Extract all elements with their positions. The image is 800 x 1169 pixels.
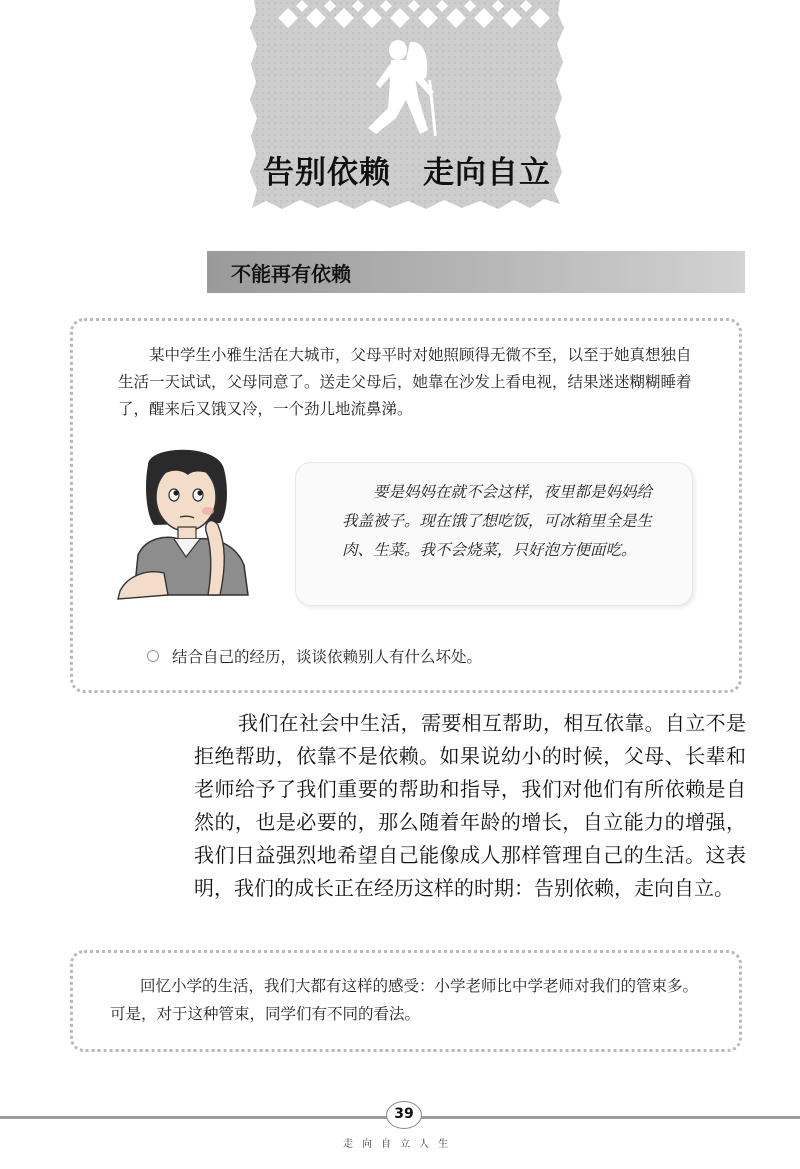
case-story-text: 某中学生小雅生活在大城市，父母平时对她照顾得无微不至，以至于她真想独自生活一天试试，父母同意了。送走父母后，她靠在沙发上看电视，结果迷迷糊糊睡着了，醒来后又饿又冷，一个劲儿地流鼻涕。 bbox=[118, 346, 692, 418]
title-banner bbox=[248, 0, 566, 212]
page-number: 39 bbox=[386, 1101, 422, 1129]
section-heading: 不能再有依赖 bbox=[231, 262, 351, 286]
section-header-bar bbox=[207, 251, 745, 293]
activity-text: 回忆小学的生活，我们大都有这样的感受：小学老师比中学老师对我们的管束多。可是，对于这种管束，同学们有不同的看法。 bbox=[110, 977, 699, 1023]
discussion-question: 结合自己的经历，谈谈依赖别人有什么坏处。 bbox=[172, 648, 483, 666]
page-title: 告别依赖 走向自立 bbox=[263, 155, 551, 191]
footer-book-title: 走向自立人生 bbox=[343, 1139, 457, 1150]
circle-bullet-icon bbox=[147, 650, 159, 662]
main-paragraph: 我们在社会中生活，需要相互帮助，相互依靠。自立不是拒绝帮助，依靠不是依赖。如果说幼小的时候，父母、长辈和老师给予了我们重要的帮助和指导，我们对他们有所依赖是自然的，也是必要的，那么随着年龄的增长，自立能力的增强，我们日益强烈地希望自己能像成人那样管理自己的生活。这表明，我们的成长正在经历这样的时期：告别依赖，走向自立。 bbox=[194, 711, 746, 900]
girl-illustration bbox=[108, 445, 268, 605]
girl-thinking-icon bbox=[108, 445, 268, 605]
speech-bubble-text: 要是妈妈在就不会这样，夜里都是妈妈给我盖被子。现在饿了想吃饭，可冰箱里全是生肉、生菜。我不会烧菜，只好泡方便面吃。 bbox=[342, 483, 653, 559]
